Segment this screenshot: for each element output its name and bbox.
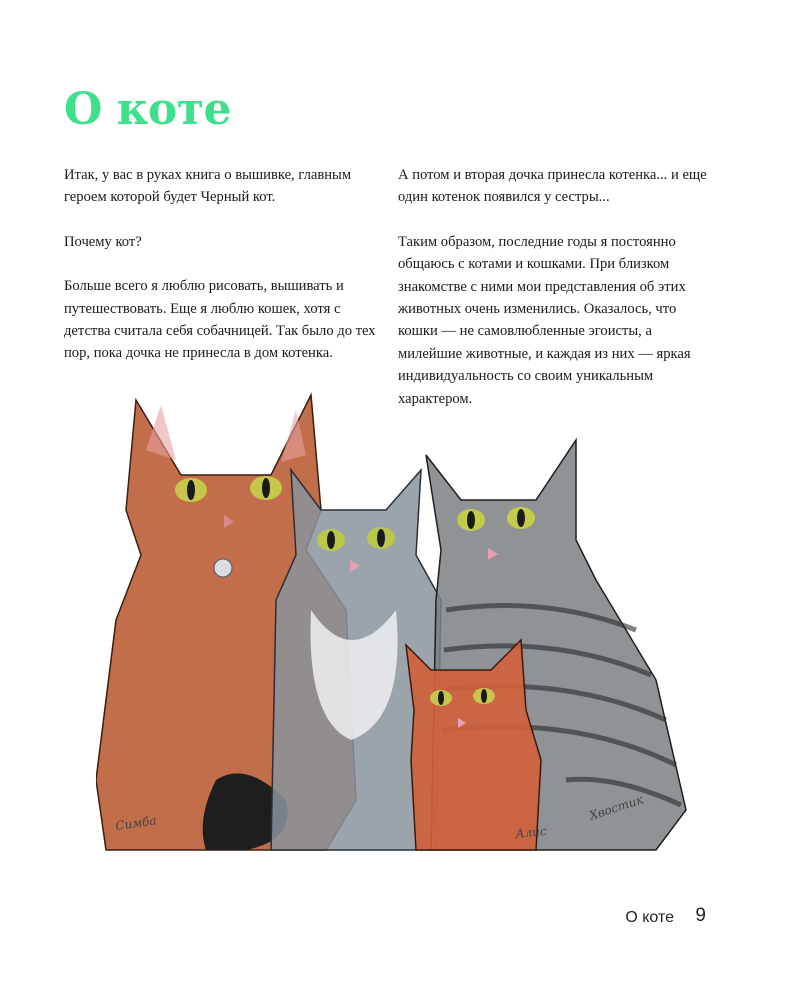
paragraph: Таким образом, последние годы я постоянно общаюсь с котами и кошками. При близком знакомстве с ними мои представления об этих животных очень изменились. Оказалось, что кошки — не самовлюбленные эгоисты, а милейшие животные, и каждая из них — яркая индивидуальность со своим уникальным характером. — [398, 233, 691, 407]
ginger-kitten — [406, 640, 541, 850]
signature-alis: Алис — [514, 823, 548, 841]
page-number: 9 — [695, 905, 706, 926]
signature-khvostik: Хвостик — [587, 792, 645, 823]
page-title: О коте — [64, 84, 232, 135]
left-column — [64, 164, 384, 387]
paragraph: А потом и вторая дочка принесла котенка... и еще один котенок появился у сестры... — [398, 167, 707, 206]
paragraph: Больше всего я люблю рисовать, вышивать и путешествовать. Еще я люблю кошек, хотя с детства считала себя собачницей. Так было до тех пор, пока дочка не принесла в дом котенка. — [64, 278, 376, 362]
paragraph: Итак, у вас в руках книга о вышивке, главным героем которой будет Черный кот. — [64, 167, 352, 206]
cats-illustration — [96, 380, 706, 870]
running-footer: О коте — [625, 909, 674, 926]
paragraph: Почему кот? — [64, 233, 142, 250]
signature-simba: Симба — [114, 813, 158, 833]
